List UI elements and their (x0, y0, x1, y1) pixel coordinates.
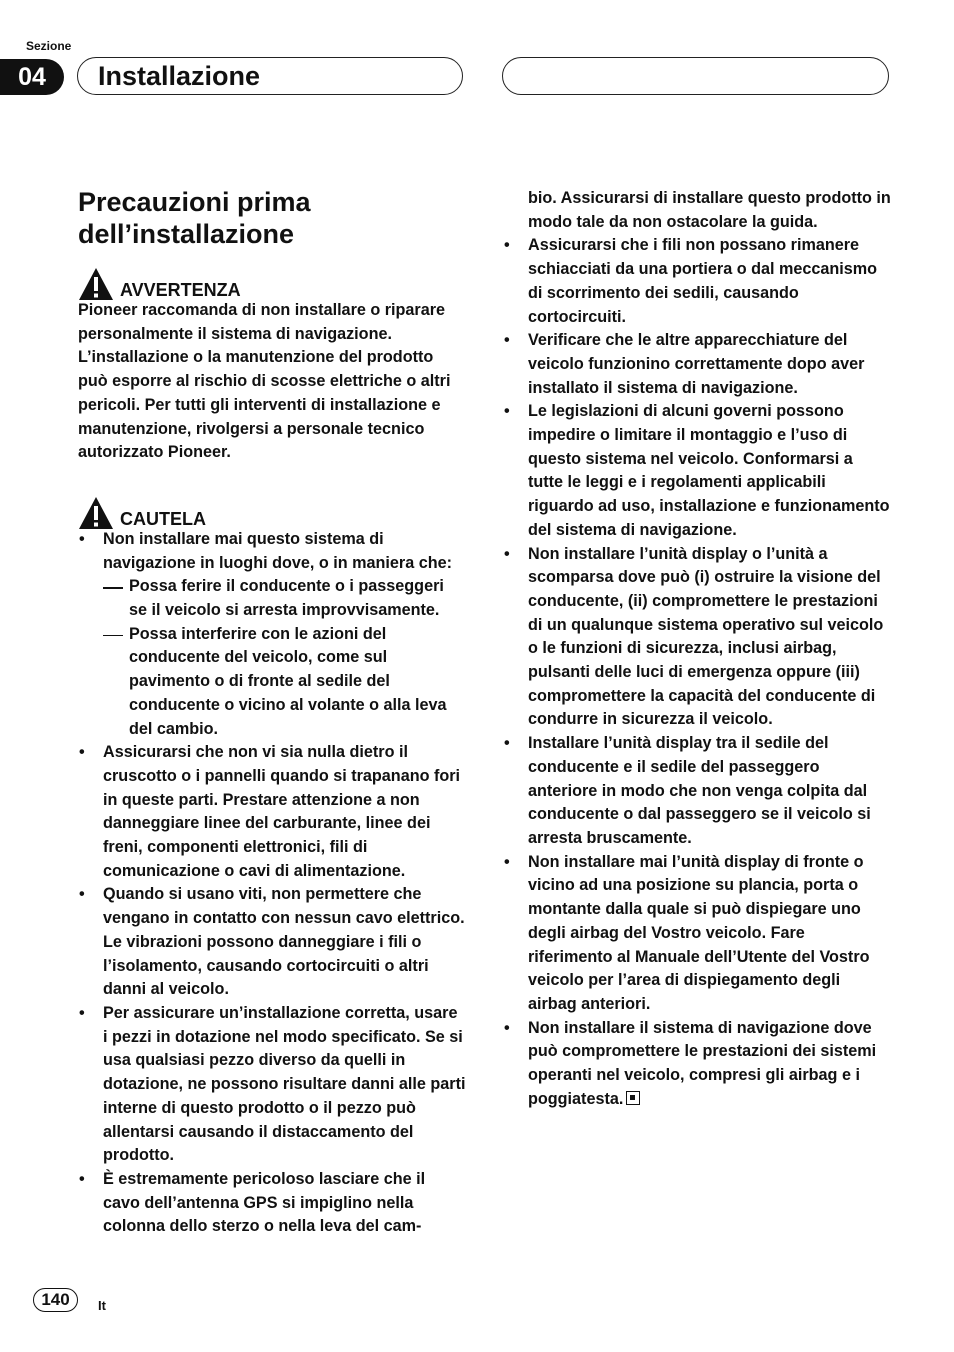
warning-triangle-icon (78, 496, 114, 530)
page-number: 140 (33, 1288, 78, 1312)
list-item: • Non installare mai questo sistema di navigazione in luoghi dove, o in maniera che: Possa ferire il conducente o i passeggeri se il veicolo si arresta improvvisamente. Possa interferire con le azioni del conducente del veicolo, come sul pavimento o di fronte al sedile del conducente o vicino al volante o alla leva del cambio. (78, 528, 466, 741)
warning-header (78, 264, 466, 301)
right-column (503, 187, 891, 1111)
list-item: • È estremamente pericoloso lasciare che il cavo dell’antenna GPS si impiglino nella colonna dello sterzo o nella leva del cam- (78, 1168, 466, 1239)
language-code: It (98, 1298, 106, 1313)
section-label: Sezione (26, 39, 72, 53)
sub-list-item: Possa ferire il conducente o i passeggeri se il veicolo si arresta improvvisamente. (103, 575, 466, 622)
list-item: • Le legislazioni di alcuni governi possono impedire o limitare il montaggio e l’uso di questo sistema nel veicolo. Conformarsi a tutte le leggi e i regolamenti applicabili riguardo ad uso, installazione e funzionamento del sistema di navigazione. (503, 400, 891, 542)
warning-label: AVVERTENZA (120, 280, 241, 300)
warning-triangle-icon (78, 267, 114, 301)
sub-list (103, 575, 466, 741)
list-item: • Per assicurare un’installazione corretta, usare i pezzi in dotazione nel modo specificato. Se si usa qualsiasi pezzo diverso da quelli in dotazione, ne possono risultare danni alle parti interne di questo prodotto o il pezzo può allentarsi causando il distaccamento del prodotto. (78, 1002, 466, 1168)
sub-list-item: Possa interferire con le azioni del conducente del veicolo, come sul pavimento o di fronte al sedile del conducente o vicino al volante o alla leva del cambio. (103, 623, 466, 742)
end-of-section-icon (626, 1091, 640, 1105)
page-heading: Precauzioni prima dell’installazione (78, 187, 311, 249)
list-item: • Quando si usano viti, non permettere che vengano in contatto con nessun cavo elettrico. Le vibrazioni possono danneggiare i fili o l’isolamento, causando cortocircuiti o altri danni al veicolo. (78, 883, 466, 1002)
list-item: • Assicurarsi che i fili non possano rimanere schiacciati da una portiera o dal meccanismo di scorrimento dei sedili, causando cortocircuiti. (503, 234, 891, 329)
caution-list-continued (503, 234, 891, 1111)
section-title: Installazione (98, 61, 261, 91)
warning-text: Pioneer raccomanda di non installare o riparare personalmente il sistema di navigazione. L’installazione o la manutenzione del prodotto può esporre al rischio di scosse elettriche o altri pericoli. Per tutti gli interventi di installazione e manutenzione, rivolgersi a personale tecnico autorizzato Pioneer. (78, 301, 451, 462)
caution-header (78, 493, 466, 530)
list-item: • Verificare che le altre apparecchiature del veicolo funzionino correttamente dopo aver installato il sistema di navigazione. (503, 329, 891, 400)
caution-label: CAUTELA (120, 508, 206, 529)
list-item-continuation: bio. Assicurarsi di installare questo prodotto in modo tale da non ostacolare la guida. (528, 189, 891, 231)
caution-list (78, 528, 466, 1239)
left-column (78, 186, 466, 1239)
list-item: • Assicurarsi che non vi sia nulla dietro il cruscotto o i pannelli quando si trapanano fori in queste parti. Prestare attenzione a non danneggiare linee del carburante, linee dei freni, componenti elettronici, fili di comunicazione o cavi di alimentazione. (78, 741, 466, 883)
section-number-badge: 04 (0, 59, 64, 95)
list-item: • Non installare l’unità display o l’unità a scomparsa dove può (i) ostruire la visione del conducente, (ii) compromettere le prestazioni di un qualunque sistema operativo sul veicolo o le funzioni di sicurezza, inclusi airbag, pulsanti delle luci di emergenza oppure (iii) compromettere la capacità del conducente di condurre in sicurezza il veicolo. (503, 543, 891, 733)
list-item: • Installare l’unità display tra il sedile del conducente e il sedile del passeggero anteriore in modo che non venga colpita dal conducente o dal passeggero se il veicolo si arresta bruscamente. (503, 732, 891, 851)
header-empty-frame (502, 57, 889, 95)
list-item: • Non installare mai l’unità display di fronte o vicino ad una posizione su plancia, porta o montante dalla quale si può dispiegare uno degli airbag del Vostro veicolo. Fare riferimento al Manuale dell’Utente del Vostro veicolo per l’area di dispiegamento degli airbag anteriori. (503, 851, 891, 1017)
list-item: • Non installare il sistema di navigazione dove può compromettere le prestazioni dei sistemi operanti nel veicolo, compresi gli airbag e i poggiatesta. (503, 1017, 891, 1112)
